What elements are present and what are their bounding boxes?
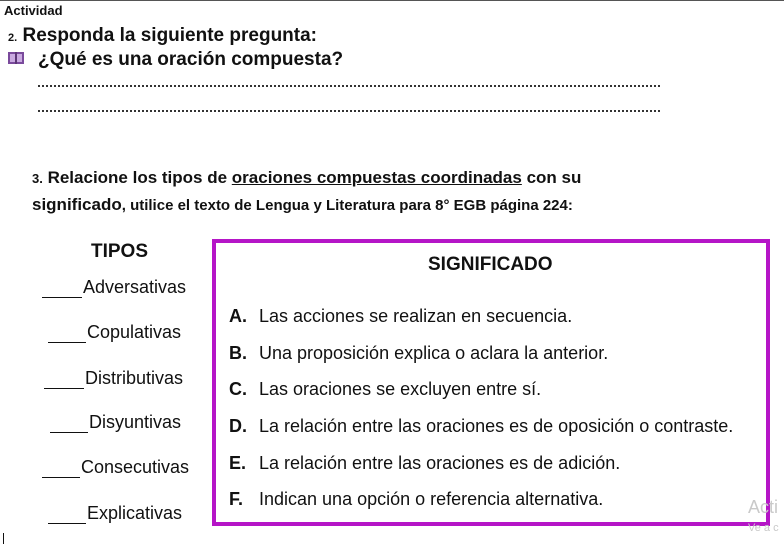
question-2-title: [8, 25, 317, 47]
top-rule: [0, 0, 784, 1]
item-text: Una proposición explica o aclara la anterior.: [259, 343, 609, 363]
tipos-heading: TIPOS: [91, 241, 149, 262]
tipo-label: Explicativas: [87, 503, 183, 523]
item-letter: C.: [229, 379, 247, 399]
tipo-label: Copulativas: [87, 322, 182, 342]
tipo-item-distributivas: [44, 368, 183, 389]
tipo-item-adversativas: [42, 277, 186, 298]
question-2-title-text: Responda la siguiente pregunta:: [22, 25, 318, 46]
tipo-item-explicativas: [48, 503, 182, 524]
activation-watermark: Acti: [748, 497, 779, 517]
item-letter: E.: [229, 453, 247, 473]
item-letter: B.: [229, 343, 247, 363]
significado-item-c: [229, 379, 541, 400]
activity-header: Actividad: [4, 3, 63, 18]
question-2-number: 2.: [8, 32, 18, 44]
answer-blank[interactable]: [42, 459, 80, 478]
item-text: Las oraciones se excluyen entre sí.: [259, 379, 542, 399]
answer-blank[interactable]: [48, 505, 86, 524]
book-icon: [7, 50, 25, 66]
tipo-item-consecutivas: [42, 457, 189, 478]
item-text: La relación entre las oraciones es de adición.: [259, 453, 621, 473]
item-text: Las acciones se realizan en secuencia.: [259, 306, 573, 326]
significado-item-f: [229, 489, 603, 510]
item-letter: D.: [229, 416, 247, 436]
question-3-number: 3.: [32, 171, 43, 186]
question-3-text-after: con su: [521, 168, 582, 187]
tipo-label: Adversativas: [83, 277, 187, 297]
question-3-underlined: oraciones compuestas coordinadas: [231, 168, 522, 187]
tipo-label: Consecutivas: [81, 457, 190, 477]
question-3-line2-rest: , utilice el texto de Lengua y Literatura para 8° EGB página 224:: [121, 197, 573, 214]
item-text: Indican una opción o referencia alternativa.: [259, 489, 604, 509]
item-letter: F.: [229, 489, 244, 509]
question-3-text-before: Relacione los tipos de: [47, 168, 232, 187]
significado-item-d: [229, 416, 733, 437]
question-2-prompt: ¿Qué es una oración compuesta?: [38, 49, 344, 70]
answer-blank[interactable]: [44, 370, 84, 389]
answer-blank[interactable]: [50, 414, 88, 433]
significado-item-e: [229, 453, 620, 474]
question-3-instructions: [32, 165, 672, 219]
answer-blank[interactable]: [42, 279, 82, 298]
item-letter: A.: [229, 306, 247, 326]
tipo-item-disyuntivas: [50, 412, 181, 433]
significado-heading: SIGNIFICADO: [428, 254, 553, 275]
tipo-label: Distributivas: [85, 368, 184, 388]
tipo-label: Disyuntivas: [89, 412, 182, 432]
answer-line-2[interactable]: [38, 110, 660, 112]
significado-item-b: [229, 343, 608, 364]
tipo-item-copulativas: [48, 322, 181, 343]
question-3-line2-bold: significado: [32, 195, 122, 214]
item-text: La relación entre las oraciones es de oposición o contraste.: [259, 416, 734, 436]
activation-watermark-sub: Ve a c: [748, 522, 779, 534]
significado-item-a: [229, 306, 572, 327]
answer-line-1[interactable]: [38, 85, 660, 87]
answer-blank[interactable]: [48, 324, 86, 343]
text-cursor: [3, 533, 4, 544]
